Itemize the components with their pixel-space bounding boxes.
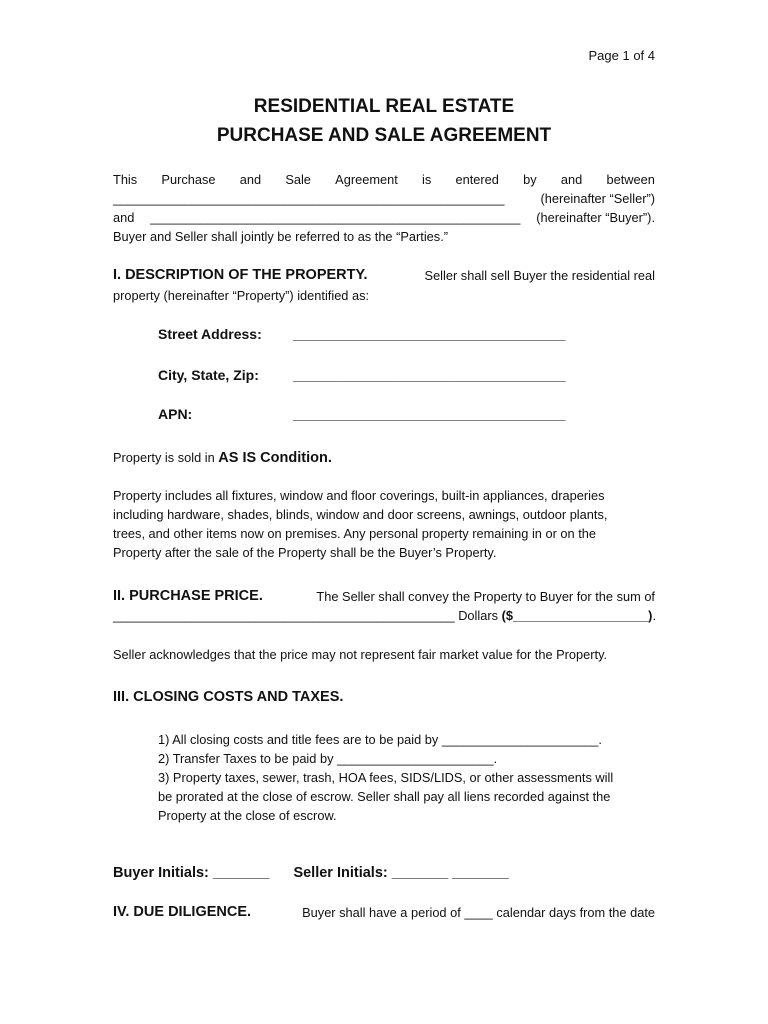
includes-line: trees, and other items now on premises. Any personal property remaining in or on the <box>113 526 596 541</box>
seller-initials-blank-2: _______ <box>452 865 509 881</box>
apn-blank: ___________________________________ <box>293 406 566 422</box>
and-word: and <box>113 210 135 225</box>
intro-word: and <box>239 172 262 187</box>
intro-line-2 <box>113 189 655 208</box>
intro-word: by <box>523 172 537 187</box>
apn-label: APN: <box>158 406 193 422</box>
buyer-name-blank: ____________________________________________________ <box>150 210 521 225</box>
intro-word: entered <box>455 172 499 187</box>
price-figure-blank: ($___________________) <box>501 608 653 623</box>
price-period: . <box>652 608 657 623</box>
intro-word: and <box>560 172 583 187</box>
section-4-text: Buyer shall have a period of ____ calendar days from the date <box>302 905 655 920</box>
as-is-line <box>113 448 655 468</box>
intro-line-1 <box>113 170 655 189</box>
parties-line: Buyer and Seller shall jointly be referred to as the “Parties.” <box>113 229 449 244</box>
section-1-line-1 <box>113 266 655 285</box>
city-state-zip-blank: ___________________________________ <box>293 367 566 383</box>
section-4-line-1 <box>113 903 655 922</box>
closing-item: 3) Property taxes, sewer, trash, HOA fees, SIDS/LIDS, or other assessments will <box>158 770 614 785</box>
page-number: Page 1 of 4 <box>588 48 655 63</box>
intro-word: between <box>606 172 655 187</box>
includes-line: Property includes all fixtures, window and floor coverings, built-in appliances, draperies <box>113 488 605 503</box>
section-4-heading: IV. DUE DILIGENCE. <box>113 904 252 920</box>
as-is-prefix: Property is sold in <box>113 450 215 465</box>
includes-line: Property after the sale of the Property shall be the Buyer’s Property. <box>113 545 497 560</box>
intro-word: This <box>113 172 138 187</box>
price-acknowledgement: Seller acknowledges that the price may not represent fair market value for the Property. <box>113 647 608 662</box>
intro-word: is <box>422 172 432 187</box>
buyer-initials-blank: _______ <box>212 865 270 881</box>
section-2-text: The Seller shall convey the Property to Buyer for the sum of <box>316 589 655 604</box>
includes-line: including hardware, shades, blinds, window and door screens, awnings, outdoor plants, <box>113 507 608 522</box>
section-1-heading: I. DESCRIPTION OF THE PROPERTY. <box>113 267 368 283</box>
closing-item: Property at the close of escrow. <box>158 808 337 823</box>
document-title-line-1: RESIDENTIAL REAL ESTATE <box>253 96 515 117</box>
section-3-heading: III. CLOSING COSTS AND TAXES. <box>113 689 344 705</box>
dollars-word: Dollars <box>458 608 499 623</box>
section-2-heading: II. PURCHASE PRICE. <box>113 588 263 604</box>
city-state-zip-label: City, State, Zip: <box>158 367 259 383</box>
buyer-label: (hereinafter “Buyer”). <box>536 210 655 225</box>
initials-line <box>113 864 655 883</box>
closing-item: be prorated at the close of escrow. Seller shall pay all liens recorded against the <box>158 789 611 804</box>
street-address-label: Street Address: <box>158 326 262 342</box>
document-title-line-2: PURCHASE AND SALE AGREEMENT <box>216 125 552 146</box>
intro-line-3 <box>113 208 655 227</box>
price-words-blank: ________________________________________________ <box>113 608 455 623</box>
seller-initials-label: Seller Initials: <box>293 865 388 881</box>
intro-word: Sale <box>285 172 311 187</box>
section-2-line-2 <box>113 606 655 625</box>
buyer-initials-label: Buyer Initials: <box>113 865 209 881</box>
seller-name-blank: _______________________________________________________ <box>113 191 505 206</box>
section-1-line-2: property (hereinafter “Property”) identified as: <box>113 288 370 303</box>
intro-word: Agreement <box>335 172 398 187</box>
closing-item: 1) All closing costs and title fees are to be paid by ______________________. <box>158 732 602 747</box>
section-1-text: Seller shall sell Buyer the residential real <box>424 268 655 283</box>
closing-item: 2) Transfer Taxes to be paid by ______________________. <box>158 751 498 766</box>
as-is-condition: AS IS Condition. <box>218 450 332 466</box>
section-2-line-1 <box>113 587 655 606</box>
street-address-blank: ___________________________________ <box>293 326 566 342</box>
seller-initials-blank-1: _______ <box>391 865 449 881</box>
seller-label: (hereinafter “Seller”) <box>540 191 655 206</box>
intro-word: Purchase <box>161 172 216 187</box>
